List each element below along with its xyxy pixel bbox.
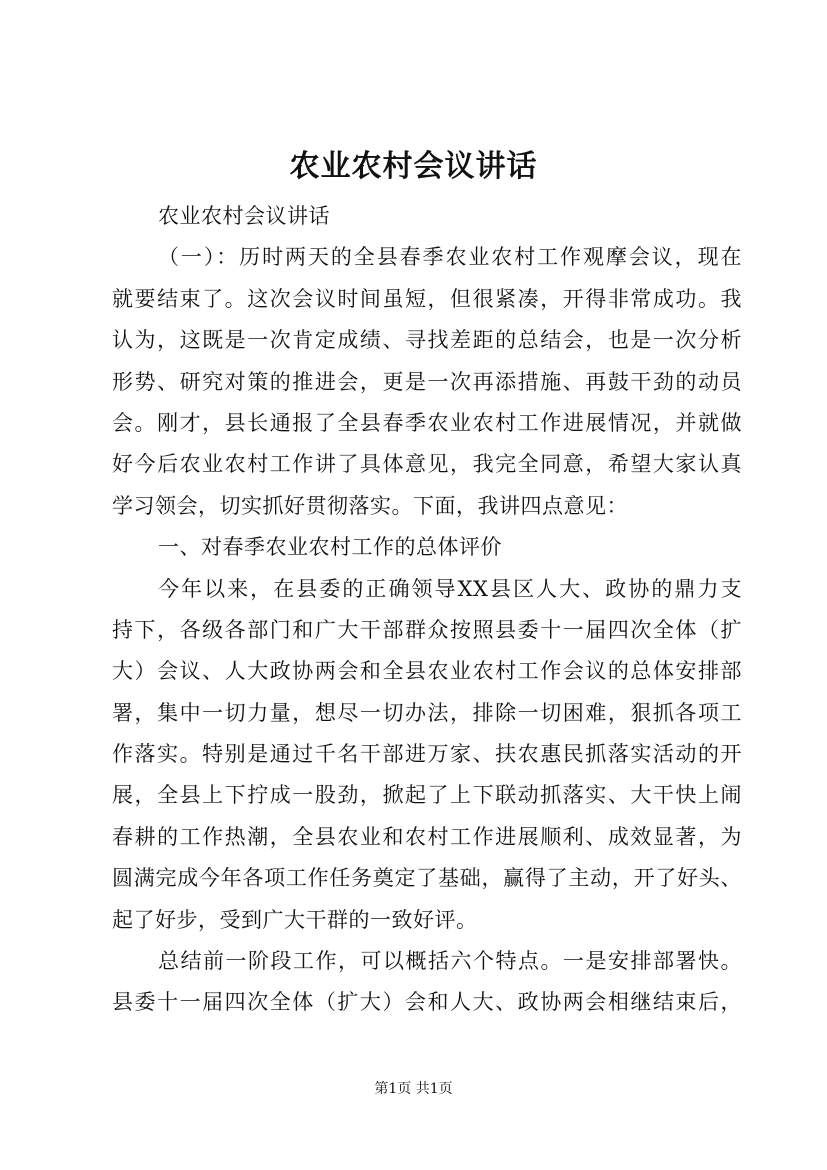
- paragraph-line: 形势、研究对策的推进会，更是一次再添措施、再鼓干劲的动员: [112, 369, 742, 394]
- paragraph-line: 展，全县上下拧成一股劲，掀起了上下联动抓落实、大干快上闹: [112, 783, 742, 808]
- paragraph-line: 县委十一届四次全体（扩大）会和人大、政协两会相继结束后，: [112, 990, 742, 1015]
- paragraph-line: 学习领会，切实抓好贯彻落实。下面，我讲四点意见：: [112, 493, 628, 518]
- paragraph-line: 今年以来，在县委的正确领导XX县区人大、政协的鼎力支: [158, 576, 742, 601]
- paragraph-line: （一）：历时两天的全县春季农业农村工作观摩会议，现在: [158, 245, 742, 270]
- document-body: [112, 196, 742, 1024]
- paragraph-line: 总结前一阶段工作，可以概括六个特点。一是安排部署快。: [158, 949, 742, 974]
- paragraph-line: 作落实。特别是通过千名干部进万家、扶农惠民抓落实活动的开: [112, 742, 742, 767]
- paragraph-line: 持下，各级各部门和广大干部群众按照县委十一届四次全体（扩: [112, 617, 742, 642]
- page-number-footer: 第1页 共1页: [374, 1081, 453, 1097]
- paragraph-line: 好今后农业农村工作讲了具体意见，我完全同意，希望大家认真: [112, 452, 742, 477]
- section-heading: 一、对春季农业农村工作的总体评价: [158, 535, 502, 560]
- paragraph-line: 会。刚才，县长通报了全县春季农业农村工作进展情况，并就做: [112, 410, 742, 435]
- paragraph-line: 认为，这既是一次肯定成绩、寻找差距的总结会，也是一次分析: [112, 328, 742, 353]
- paragraph-line: 起了好步，受到广大干群的一致好评。: [112, 907, 478, 932]
- paragraph-line: 署，集中一切力量，想尽一切办法，排除一切困难，狠抓各项工: [112, 700, 742, 725]
- paragraph-line: 春耕的工作热潮，全县农业和农村工作进展顺利、成效显著，为: [112, 824, 742, 849]
- paragraph-line: 就要结束了。这次会议时间虽短，但很紧凑，开得非常成功。我: [112, 286, 742, 311]
- subtitle-line: 农业农村会议讲话: [158, 204, 330, 228]
- document-title: 农业农村会议讲话: [289, 149, 538, 184]
- paragraph-line: 大）会议、人大政协两会和全县农业农村工作会议的总体安排部: [112, 659, 742, 684]
- paragraph-line: 圆满完成今年各项工作任务奠定了基础，赢得了主动，开了好头、: [112, 866, 742, 891]
